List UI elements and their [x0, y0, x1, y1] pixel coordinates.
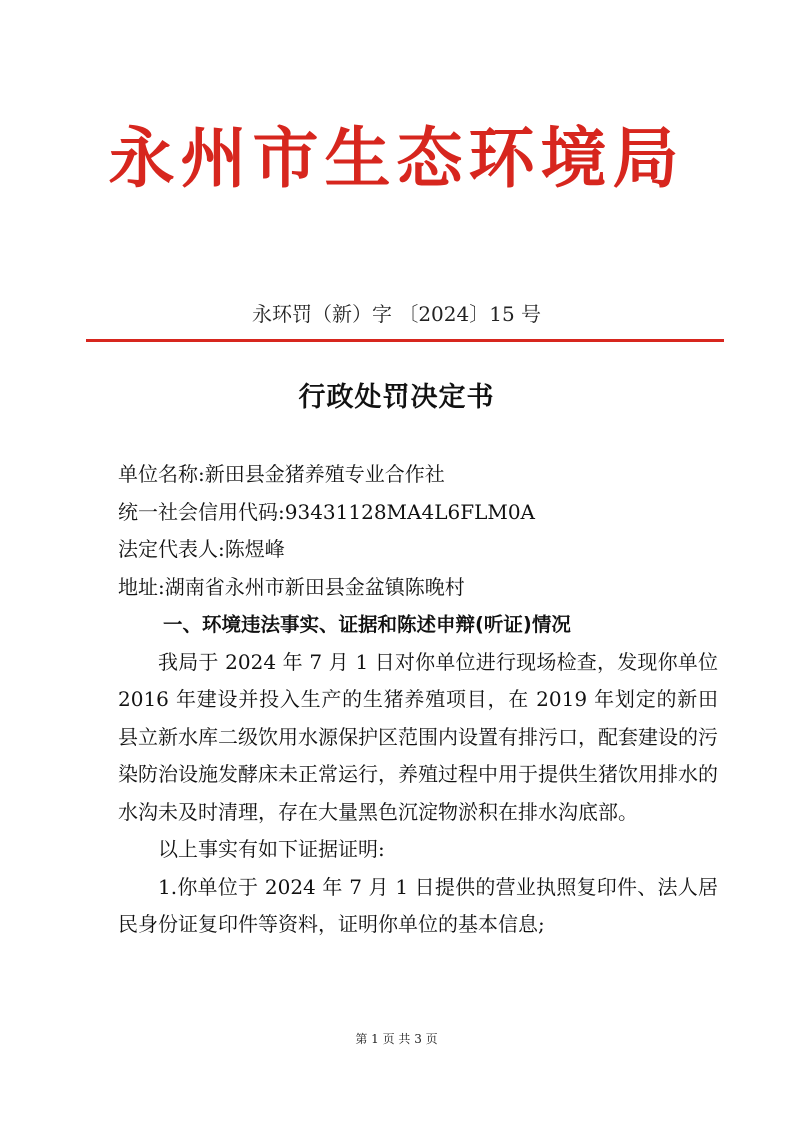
- credit-code-label: 统一社会信用代码:: [118, 499, 285, 524]
- document-number: 永环罚（新）字 〔2024〕15 号: [251, 302, 542, 326]
- evidence-intro-paragraph: 以上事实有如下证据证明:: [158, 837, 385, 861]
- address-line: [118, 569, 718, 607]
- facts-paragraph: 我局于 2024 年 7 月 1 日对你单位进行现场检查，发现你单位 2016 年建设并投入生产的生猪养殖项目，在 2019 年划定的新田县立新水库二级饮用水源保护区范围内设置有排污口，配套建设的污染防治设施发酵床未正常运行，养殖过程中用于提供生猪饮用排水的水沟未及时清理，存在大量黑色沉淀物淤积在排水沟底部。: [118, 649, 718, 824]
- address-value: 湖南省永州市新田县金盆镇陈晚村: [164, 574, 465, 599]
- evidence-item-1: 1.你单位于 2024 年 7 月 1 日提供的营业执照复印件、法人居民身份证复印件等资料，证明你单位的基本信息;: [118, 874, 718, 936]
- address-label: 地址:: [118, 574, 165, 599]
- document-title: 行政处罚决定书: [298, 382, 495, 413]
- party-name-value: 新田县金猪养殖专业合作社: [204, 462, 445, 486]
- agency-letterhead: 永州市生态环境局: [108, 120, 685, 197]
- page-footer: 第 1 页 共 3 页: [355, 1032, 438, 1046]
- credit-code-line: [118, 494, 718, 532]
- section-heading: 一、环境违法事实、证据和陈述申辩(听证)情况: [163, 613, 571, 636]
- document-body: [118, 456, 718, 944]
- credit-code-value: 93431128MA4L6FLM0A: [284, 499, 536, 524]
- legal-rep-value: 陈煜峰: [224, 537, 285, 561]
- party-name-label: 单位名称:: [118, 462, 205, 486]
- legal-rep-label: 法定代表人:: [118, 537, 225, 561]
- red-divider: [86, 339, 724, 342]
- legal-rep-line: [118, 531, 718, 569]
- party-name-line: [118, 456, 718, 494]
